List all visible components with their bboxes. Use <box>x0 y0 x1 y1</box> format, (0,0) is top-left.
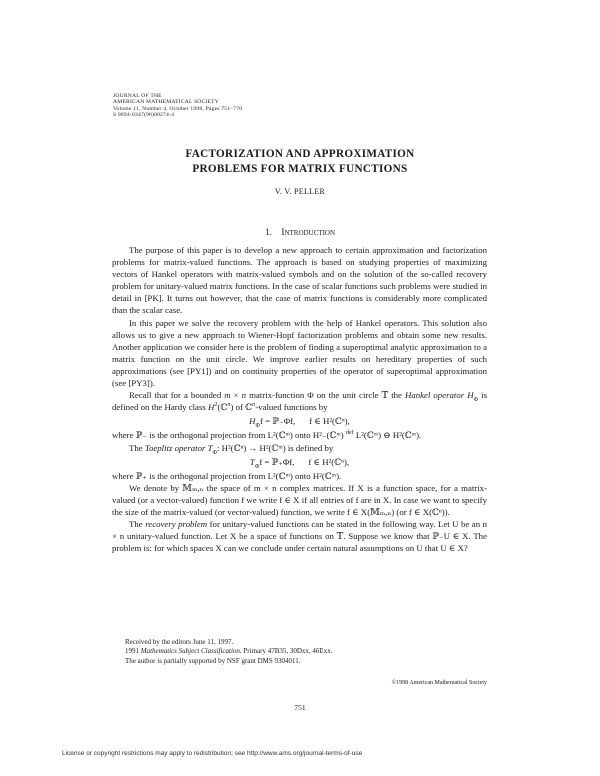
paragraph-4: where ℙ₋ is the orthogonal projection from L²(ℂᵐ) onto H²₋(ℂᵐ) $^{def}$ L²(ℂᵐ) ⊖ H²(ℂᵐ). <box>112 430 422 441</box>
paragraph-7: We denote by 𝕄ₘ,ₙ the space of m × n complex matrices. If X is a function space, for a matrix-valued (or a vector-valued) function f we write f ∈ X if all entries of f are in X. In case we want to specify the size of the matrix-valued (or vector-valued) function, we write f ∈ X(𝕄ₘ,ₙ) (or f ∈ X(ℂⁿ)). <box>112 482 487 517</box>
journal-issn: S 0894-0347(98)00274-4 <box>113 112 175 119</box>
journal-name-line2: AMERICAN MATHEMATICAL SOCIETY <box>113 99 219 106</box>
paragraph-3: Recall that for a bounded m × n matrix-function Φ on the unit circle 𝕋 the Hankel operator $H_\Phi$ is defined on the Hardy class $H^2(ℂ^n)$ of ℂ$^n$-valued functions by <box>112 390 487 413</box>
journal-name-line1: JOURNAL OF THE <box>113 93 162 99</box>
term-toeplitz: Toeplitz operator <box>144 442 206 453</box>
body-text <box>112 244 487 554</box>
license-notice: License or copyright restrictions may apply to redistribution; see http://www.ams.org/journal-terms-of-use <box>62 750 363 757</box>
term-recovery: recovery problem <box>145 519 208 530</box>
equation-toeplitz: $T_\Phi f$ = ℙ₊Φf, f ∈ H²(ℂⁿ), <box>249 456 350 470</box>
section-title: Introduction <box>281 228 336 238</box>
footnote-msc: 1991 Mathematics Subject Classification. Primary 47B35, 30Dxx, 46Exx. <box>125 647 333 656</box>
paragraph-1: The purpose of this paper is to develop a new approach to certain approximation and factorization problems for matrix-valued functions. The approach is based on studying properties of maximizing vectors of Hankel operators with matrix-valued symbols and on the solution of the so-called recovery problem for unitary-valued matrix functions. In the case of scalar functions such problems were studied in detail in [PK]. It turns out however, that the case of matrix functions is considerably more complicated than the scalar case. <box>112 245 487 316</box>
footnotes <box>112 638 487 666</box>
copyright-notice: ©1998 American Mathematical Society <box>391 680 487 686</box>
author: V. V. PELLER <box>274 187 326 196</box>
section-number: 1. <box>264 228 272 238</box>
footnote-received: Received by the editors June 11, 1997. <box>125 638 234 646</box>
paragraph-6: where ℙ₊ is the orthogonal projection from L²(ℂᵐ) onto H²(ℂᵐ). <box>112 470 342 481</box>
paragraph-8: The recovery problem for unitary-valued functions can be stated in the following way. Let U be an n × n unitary-valued function. Let X be a space of functions on 𝕋. Suppose we know that ℙ₋U ∈ X. The problem is: for which spaces X can we conclude under certain natural assumptions on U that U ∈ X? <box>112 519 487 554</box>
page-number: 751 <box>294 703 306 712</box>
term-hankel: Hankel operator <box>404 390 465 401</box>
journal-header <box>113 93 242 119</box>
paragraph-5: The Toeplitz operator $T_\Phi$: H²(ℂⁿ) → H²(ℂᵐ) is defined by <box>129 442 334 456</box>
footnote-support: The author is partially supported by NSF grant DMS 9304011. <box>125 656 301 665</box>
equation-hankel: $H_\Phi f$ = ℙ₋Φf, f ∈ H²(ℂⁿ), <box>249 416 350 430</box>
paper-title <box>100 147 500 177</box>
paragraph-2: In this paper we solve the recovery problem with the help of Hankel operators. This solution also allows us to give a new approach to Wiener-Hopf factorization problems and obtain some new results. Another application we consider here is the problem of finding a superoptimal analytic approximation to a matrix function on the unit circle. We improve earlier results on hereditary properties of such approximations (see [PY1]) and on continuity properties of the operator of superoptimal approximation (see [PY3]). <box>112 317 487 389</box>
journal-volume: Volume 11, Number 4, October 1998, Pages 751–770 <box>113 105 243 112</box>
title-line2: PROBLEMS FOR MATRIX FUNCTIONS <box>192 163 408 175</box>
section-heading <box>100 228 500 238</box>
title-line1: FACTORIZATION AND APPROXIMATION <box>185 148 415 160</box>
